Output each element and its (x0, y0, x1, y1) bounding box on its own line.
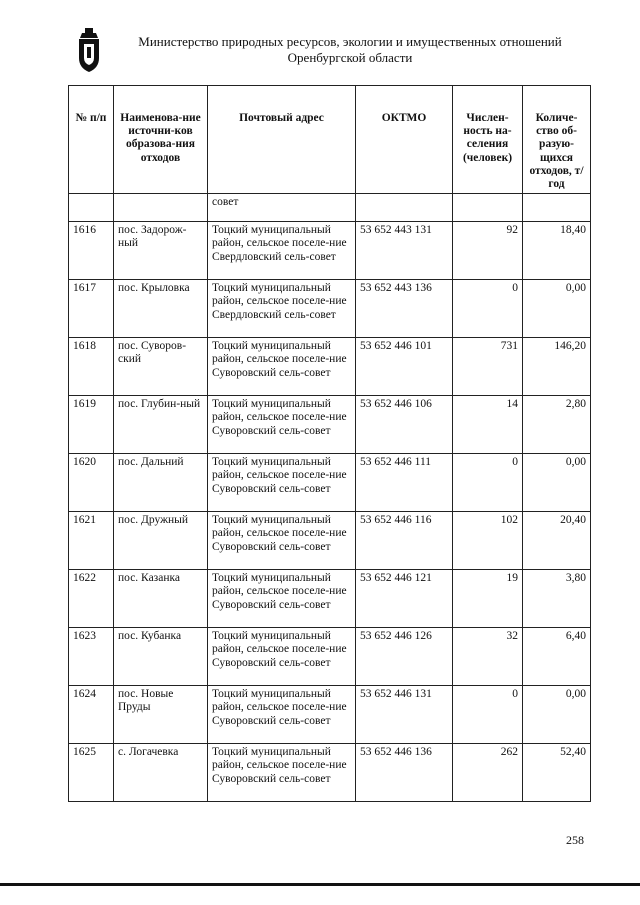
row-number-cell: 1619 (69, 396, 114, 454)
address-cell: Тоцкий муниципальный район, сельское поселе-ние Суворовский сель-совет (208, 454, 356, 512)
waste-amount-cell: 0,00 (523, 686, 591, 744)
table-row (69, 570, 591, 628)
waste-amount-cell: 2,80 (523, 396, 591, 454)
oktmo-cell: 53 652 446 121 (356, 570, 453, 628)
continuation-text: совет (208, 194, 356, 222)
table-cell (356, 194, 453, 222)
table-row (69, 628, 591, 686)
waste-amount-cell: 0,00 (523, 280, 591, 338)
table-cell (523, 194, 591, 222)
population-cell: 0 (453, 280, 523, 338)
population-cell: 14 (453, 396, 523, 454)
column-header-waste-amount: Количе-ство об-разую-щихся отходов, т/год (523, 86, 591, 194)
population-cell: 102 (453, 512, 523, 570)
oktmo-cell: 53 652 446 136 (356, 744, 453, 802)
address-cell: Тоцкий муниципальный район, сельское поселе-ние Суворовский сель-совет (208, 628, 356, 686)
table-row (69, 396, 591, 454)
continuation-row (69, 194, 591, 222)
row-number-cell: 1620 (69, 454, 114, 512)
table-row (69, 512, 591, 570)
table-header-row (69, 86, 591, 194)
table-row (69, 454, 591, 512)
oktmo-cell: 53 652 446 116 (356, 512, 453, 570)
column-header-source-name: Наименова-ние источни-ков образова-ния отходов (114, 86, 208, 194)
address-cell: Тоцкий муниципальный район, сельское поселе-ние Суворовский сель-совет (208, 686, 356, 744)
waste-amount-cell: 146,20 (523, 338, 591, 396)
address-cell: Тоцкий муниципальный район, сельское поселе-ние Суворовский сель-совет (208, 570, 356, 628)
population-cell: 262 (453, 744, 523, 802)
table-cell (114, 194, 208, 222)
oktmo-cell: 53 652 443 131 (356, 222, 453, 280)
table-row (69, 280, 591, 338)
row-number-cell: 1625 (69, 744, 114, 802)
row-number-cell: 1621 (69, 512, 114, 570)
population-cell: 0 (453, 686, 523, 744)
table-row (69, 744, 591, 802)
source-name-cell: с. Логачевка (114, 744, 208, 802)
column-header-number: № п/п (69, 86, 114, 194)
row-number-cell: 1623 (69, 628, 114, 686)
table-body (69, 194, 591, 802)
population-cell: 19 (453, 570, 523, 628)
coat-of-arms-icon (76, 28, 102, 72)
population-cell: 0 (453, 454, 523, 512)
waste-amount-cell: 3,80 (523, 570, 591, 628)
population-cell: 32 (453, 628, 523, 686)
table-cell (69, 194, 114, 222)
source-name-cell: пос. Дружный (114, 512, 208, 570)
page-number: 258 (566, 833, 584, 847)
address-cell: Тоцкий муниципальный район, сельское поселе-ние Суворовский сель-совет (208, 338, 356, 396)
row-number-cell: 1617 (69, 280, 114, 338)
waste-amount-cell: 52,40 (523, 744, 591, 802)
region-name: Оренбургской области (287, 50, 413, 65)
table-row (69, 686, 591, 744)
oktmo-cell: 53 652 446 126 (356, 628, 453, 686)
population-cell: 92 (453, 222, 523, 280)
source-name-cell: пос. Казанка (114, 570, 208, 628)
source-name-cell: пос. Кубанка (114, 628, 208, 686)
waste-amount-cell: 20,40 (523, 512, 591, 570)
oktmo-cell: 53 652 446 131 (356, 686, 453, 744)
column-header-population: Числен-ность на-селения (человек) (453, 86, 523, 194)
row-number-cell: 1624 (69, 686, 114, 744)
waste-amount-cell: 6,40 (523, 628, 591, 686)
source-name-cell: пос. Новые Пруды (114, 686, 208, 744)
table-cell (453, 194, 523, 222)
row-number-cell: 1618 (69, 338, 114, 396)
oktmo-cell: 53 652 446 111 (356, 454, 453, 512)
source-name-cell: пос. Задорож-ный (114, 222, 208, 280)
row-number-cell: 1622 (69, 570, 114, 628)
waste-amount-cell: 0,00 (523, 454, 591, 512)
population-cell: 731 (453, 338, 523, 396)
address-cell: Тоцкий муниципальный район, сельское поселе-ние Суворовский сель-совет (208, 512, 356, 570)
source-name-cell: пос. Крыловка (114, 280, 208, 338)
table-row (69, 338, 591, 396)
source-name-cell: пос. Суворов-ский (114, 338, 208, 396)
waste-sources-table (68, 85, 591, 802)
table-row (69, 222, 591, 280)
ministry-name: Министерство природных ресурсов, экологии и имущественных отношений (138, 34, 562, 49)
ministry-header (120, 34, 580, 66)
address-cell: Тоцкий муниципальный район, сельское поселе-ние Свердловский сель-совет (208, 280, 356, 338)
row-number-cell: 1616 (69, 222, 114, 280)
address-cell: Тоцкий муниципальный район, сельское поселе-ние Суворовский сель-совет (208, 396, 356, 454)
column-header-oktmo: ОКТМО (356, 86, 453, 194)
source-name-cell: пос. Дальний (114, 454, 208, 512)
oktmo-cell: 53 652 443 136 (356, 280, 453, 338)
address-cell: Тоцкий муниципальный район, сельское поселе-ние Суворовский сель-совет (208, 744, 356, 802)
oktmo-cell: 53 652 446 106 (356, 396, 453, 454)
source-name-cell: пос. Глубин-ный (114, 396, 208, 454)
oktmo-cell: 53 652 446 101 (356, 338, 453, 396)
address-cell: Тоцкий муниципальный район, сельское поселе-ние Свердловский сель-совет (208, 222, 356, 280)
bottom-rule (0, 883, 640, 886)
column-header-address: Почтовый адрес (208, 86, 356, 194)
waste-amount-cell: 18,40 (523, 222, 591, 280)
